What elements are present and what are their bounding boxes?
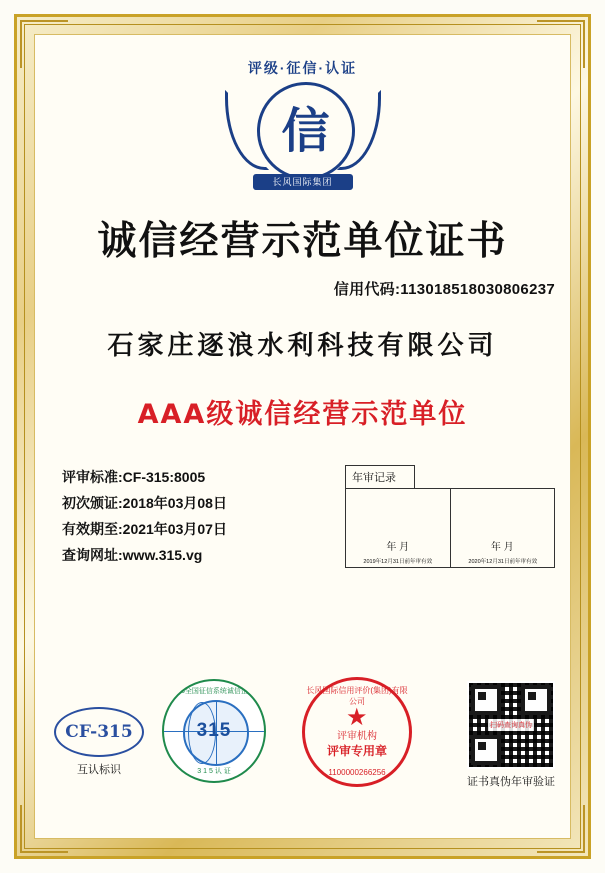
annual-review-cell-1	[346, 489, 450, 567]
credit-code-text: 信用代码:113018518030806237	[333, 281, 555, 298]
annual-review-cell-1-note: 2019年12月31日前年审有效	[363, 559, 433, 565]
qr-code-icon[interactable]	[467, 681, 555, 769]
award-level-text: AAA级诚信经营示范单位	[137, 399, 468, 430]
star-icon: ★	[346, 704, 368, 731]
cf-315-oval-icon	[54, 707, 144, 757]
qr-caption: 证书真伪年审验证	[467, 776, 555, 788]
seals-row	[44, 671, 561, 821]
qr-finder-top-left	[471, 685, 501, 715]
qr-overlay-text: 扫码查询真伪	[488, 719, 534, 731]
red-seal-line-1: 评审机构	[337, 731, 377, 742]
detail-query-url: 查询网址:www.315.vg	[62, 546, 203, 563]
annual-review-cell-2-date: 年 月	[490, 542, 514, 553]
emblem-ribbon-text: 长风国际集团	[253, 174, 353, 190]
qr-finder-top-right	[521, 685, 551, 715]
red-seal-ring-text: 长风国际信用评价(集团)有限公司	[306, 686, 408, 706]
globe-seal-icon	[162, 679, 266, 783]
annual-review-cell-2-note: 2020年12月31日前年审有效	[467, 559, 537, 565]
qr-verification-block[interactable]	[467, 681, 555, 789]
red-seal-icon	[302, 677, 412, 787]
detail-valid-until: 有效期至:2021年03月07日	[62, 520, 227, 537]
organization-emblem	[213, 56, 393, 196]
detail-issue-date: 初次颁证:2018年03月08日	[62, 494, 227, 511]
red-seal-line-2: 评审专用章	[326, 744, 387, 758]
annual-review-cells	[345, 488, 555, 568]
details-and-review-row	[44, 465, 561, 569]
globe-seal-ring-top: 315全国征信系统诚信企业	[173, 688, 255, 695]
cf-315-seal-caption: 互认标识	[77, 764, 121, 776]
globe-seal	[162, 679, 266, 783]
annual-review-cell-1-date: 年 月	[386, 542, 410, 553]
certificate-title: 诚信经营示范单位证书	[97, 219, 508, 264]
annual-review-cell-2	[450, 489, 555, 567]
globe-seal-ring-bottom: 3 1 5 认 证	[197, 768, 231, 775]
red-seal-code: 1100000266256	[328, 768, 386, 777]
certificate-content	[44, 44, 561, 829]
cf-315-seal	[54, 707, 144, 777]
detail-standard: 评审标准:CF-315:8005	[62, 469, 206, 485]
emblem-arc-text: 评级·征信·认证	[247, 60, 358, 76]
emblem-circle	[257, 82, 355, 180]
company-name-text: 石家庄逐浪水利科技有限公司	[107, 331, 498, 361]
cf-315-seal-text: CF-315	[65, 722, 133, 742]
annual-review-title: 年审记录	[345, 465, 415, 488]
annual-review-table	[345, 465, 555, 568]
emblem-center-character: 信	[281, 103, 330, 159]
red-official-seal	[302, 677, 412, 787]
qr-finder-bottom-left	[471, 735, 501, 765]
certificate-details	[44, 465, 227, 569]
globe-seal-center-number: 315	[196, 720, 232, 741]
